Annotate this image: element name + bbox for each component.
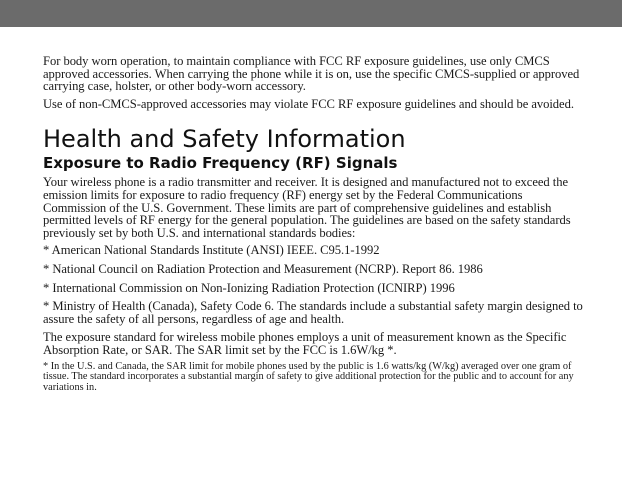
intro-paragraph-1: For body worn operation, to maintain compliance with FCC RF exposure guidelines, use only CMCS approved accessories. When carrying the phone while it is on, use the specific CMCS-supplied or approved carrying case, holster, or other body-worn accessory. [43, 54, 580, 94]
bullet-item-ansi: * American National Standards Institute (ANSI) IEEE. C95.1-1992 [43, 243, 380, 258]
section-subtitle: Exposure to Radio Frequency (RF) Signals [43, 154, 398, 173]
sar-paragraph: The exposure standard for wireless mobile phones employs a unit of measurement known as the Specific Absorption Rate, or SAR. The SAR limit set by the FCC is 1.6W/kg *. [43, 330, 567, 357]
bullet-item-ncrp: * National Council on Radiation Protection and Measurement (NCRP). Report 86. 1986 [43, 261, 483, 276]
page-content [43, 55, 583, 393]
top-bar [0, 0, 622, 27]
footnote: * In the U.S. and Canada, the SAR limit for mobile phones used by the public is 1.6 watts/kg (W/kg) averaged over one gram of tissue. The standard incorporates a substantial margin of safety to give additional protection for the public and to account for any variations in. [43, 360, 574, 393]
body-paragraph: Your wireless phone is a radio transmitter and receiver. It is designed and manufactured not to exceed the emission limits for exposure to radio frequency (RF) energy set by the Federal Communications Commission of the U.S. Government. These limits are part of comprehensive guidelines and establish permitted levels of RF energy for the general population. The guidelines are based on the safety standards previously set by both U.S. and international standards bodies: [43, 175, 571, 240]
bullet-item-icnirp: * International Commission on Non-Ionizing Radiation Protection (ICNIRP) 1996 [43, 280, 455, 295]
section-title: Health and Safety Information [43, 125, 406, 154]
bullet-item-health-canada: * Ministry of Health (Canada), Safety Code 6. The standards include a substantial safety margin designed to assure the safety of all persons, regardless of age and health. [43, 299, 583, 326]
intro-paragraph-2: Use of non-CMCS-approved accessories may violate FCC RF exposure guidelines and should be avoided. [43, 96, 574, 111]
